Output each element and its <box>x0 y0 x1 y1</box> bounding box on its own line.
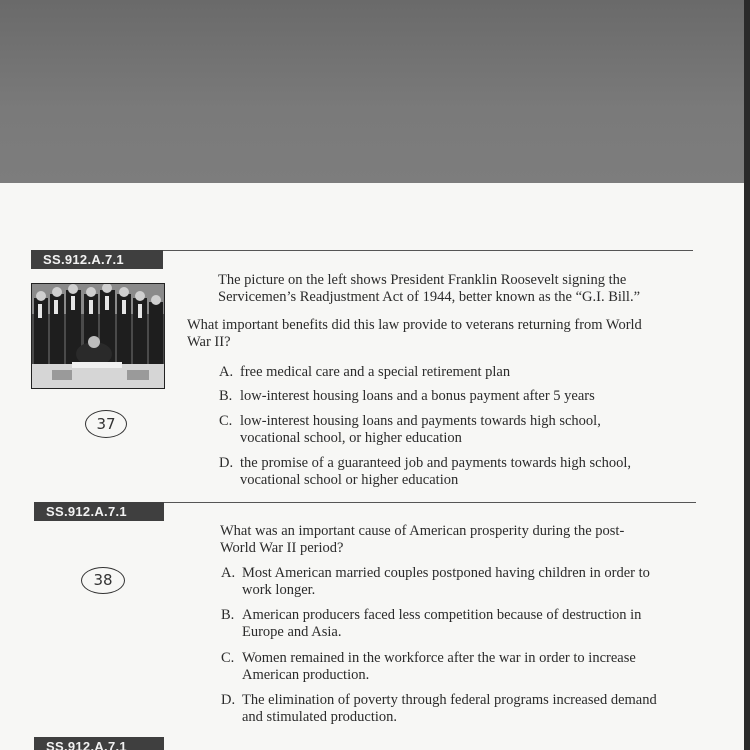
option-text-continued: vocational school or higher education <box>240 472 459 488</box>
q37-intro-line-2: Servicemen’s Readjustment Act of 1944, better known as the “G.I. Bill.” <box>218 289 641 305</box>
q38-option-c[interactable] <box>221 650 696 684</box>
roosevelt-signing-photo <box>31 283 165 389</box>
option-letter: A. <box>221 565 236 581</box>
standard-tag-q38: SS.912.A.7.1 <box>34 502 164 521</box>
standard-tag-q37: SS.912.A.7.1 <box>31 250 163 269</box>
option-letter: D. <box>221 692 236 708</box>
question-number-37: 37 <box>85 410 127 438</box>
q37-intro-line-1: The picture on the left shows President Franklin Roosevelt signing the <box>218 272 627 288</box>
q38-option-d[interactable] <box>221 692 696 726</box>
option-text: American producers faced less competition because of destruction in <box>242 607 642 623</box>
q37-option-a[interactable] <box>219 364 689 381</box>
option-text: Most American married couples postponed having children in order to <box>242 565 650 581</box>
photo-figures <box>32 284 164 388</box>
section-rule-q37 <box>163 250 693 251</box>
option-text-continued: Europe and Asia. <box>242 624 342 640</box>
q38-prompt-line-1: What was an important cause of American prosperity during the post- <box>220 523 625 539</box>
q37-option-b[interactable] <box>219 388 689 405</box>
option-text-continued: and stimulated production. <box>242 709 398 725</box>
option-text: low-interest housing loans and payments towards high school, <box>240 413 601 429</box>
standard-tag-q39: SS.912.A.7.1 <box>34 737 164 750</box>
option-text-continued: work longer. <box>242 582 316 598</box>
option-letter: B. <box>219 388 233 404</box>
option-letter: A. <box>219 364 234 380</box>
option-text: Women remained in the workforce after the war in order to increase <box>242 650 636 666</box>
option-text: the promise of a guaranteed job and payments towards high school, <box>240 455 631 471</box>
option-text: The elimination of poverty through federal programs increased demand <box>242 692 657 708</box>
q38-prompt-line-2: World War II period? <box>220 540 344 556</box>
option-letter: C. <box>221 650 235 666</box>
option-text-continued: American production. <box>242 667 370 683</box>
scan-edge <box>744 0 750 750</box>
q37-prompt-line-1: What important benefits did this law provide to veterans returning from World <box>187 317 642 333</box>
option-letter: D. <box>219 455 234 471</box>
q37-option-c[interactable] <box>219 413 689 447</box>
option-text: low-interest housing loans and a bonus payment after 5 years <box>240 388 595 404</box>
q38-option-b[interactable] <box>221 607 696 641</box>
q37-prompt-line-2: War II? <box>187 334 231 350</box>
option-letter: C. <box>219 413 233 429</box>
option-text: free medical care and a special retirement plan <box>240 364 511 380</box>
q38-option-a[interactable] <box>221 565 696 599</box>
section-rule-q38 <box>164 502 696 503</box>
option-letter: B. <box>221 607 235 623</box>
question-number-38: 38 <box>81 567 125 594</box>
q37-option-d[interactable] <box>219 455 689 489</box>
option-text-continued: vocational school, or higher education <box>240 430 462 446</box>
scan-shadow <box>0 0 750 183</box>
